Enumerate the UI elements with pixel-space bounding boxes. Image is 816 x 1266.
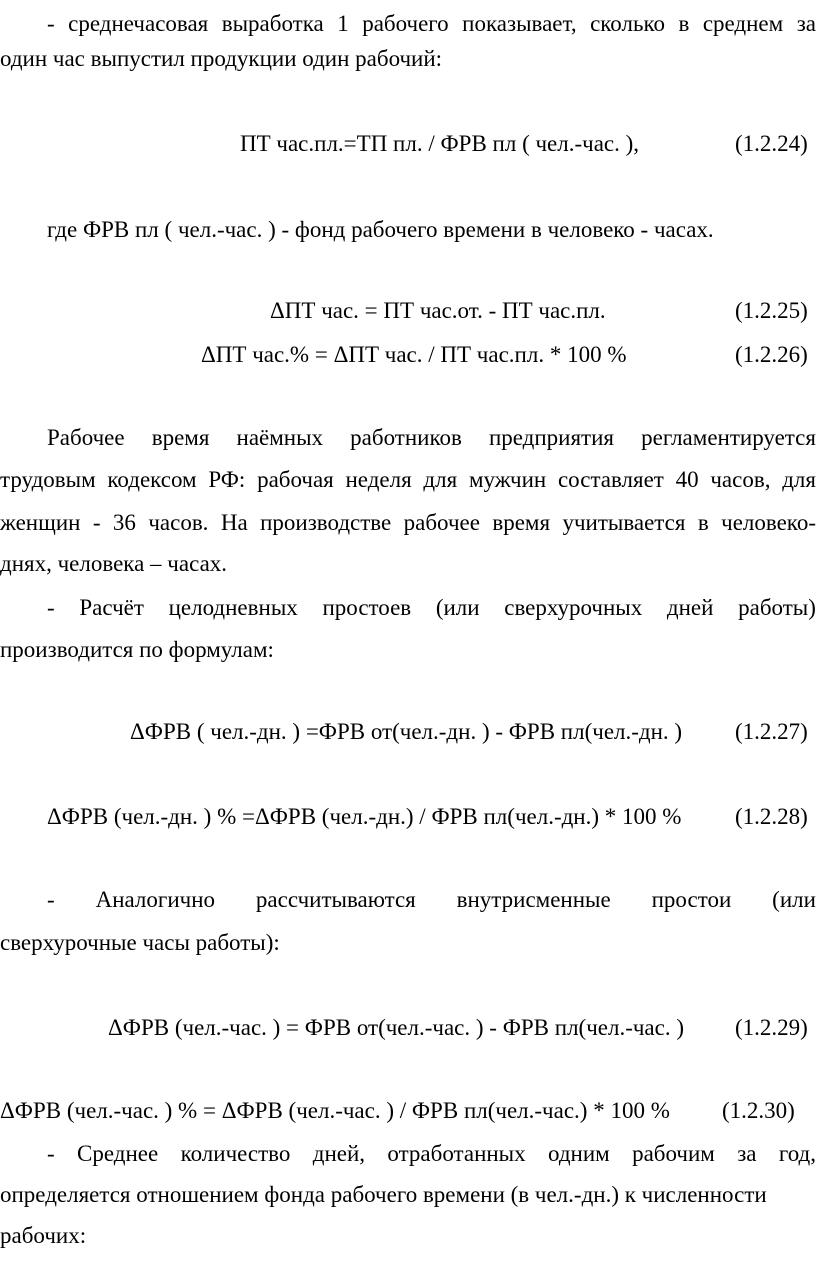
equation-number-1-2-27: (1.2.27) — [735, 719, 808, 744]
equation-number-1-2-26: (1.2.26) — [735, 342, 808, 367]
paragraph-worktime-line-2 — [0, 466, 816, 494]
word: неделя — [345, 467, 412, 492]
word: - — [92, 510, 101, 535]
paragraph-fullday-line-2: производится по формулам: — [0, 637, 274, 662]
word: трудовым — [0, 467, 96, 492]
word: рассчитываются — [255, 887, 416, 912]
paragraph-worktime-line-3 — [0, 509, 816, 537]
formula-1-2-25: ΔПТ час. = ПТ час.от. - ПТ час.пл. — [270, 298, 606, 323]
word: количество — [180, 1141, 291, 1166]
word: часов, — [710, 467, 771, 492]
word: одним — [548, 1141, 610, 1166]
word: целодневных — [168, 595, 298, 620]
word: год, — [778, 1141, 816, 1166]
paragraph-intrashift-line-2: сверхурочные часы работы): — [0, 930, 280, 955]
word: - — [47, 1141, 55, 1166]
paragraph-worktime-line-1 — [47, 424, 816, 452]
formula-1-2-30: ΔФРВ (чел.-час. ) % = ΔФРВ (чел.-час. ) / ФРВ пл(чел.-час.) * 100 % — [0, 1098, 670, 1123]
word: внутрисменные — [456, 887, 611, 912]
equation-number-1-2-28: (1.2.28) — [735, 804, 808, 829]
formula-1-2-27: ΔФРВ ( чел.-дн. ) =ФРВ от(чел.-дн. ) - ФРВ пл(чел.-дн. ) — [130, 719, 683, 744]
formula-1-2-26: ΔПТ час.% = ΔПТ час. / ПТ час.пл. * 100 % — [201, 342, 627, 367]
paragraph-avgdays-line-3: рабочих: — [0, 1223, 87, 1248]
word: для — [423, 467, 458, 492]
word: время — [151, 425, 210, 450]
word: мужчин — [468, 467, 547, 492]
word: среднечасовая — [68, 11, 209, 36]
formula-1-2-29: ΔФРВ (чел.-час. ) = ФРВ от(чел.-час. ) - ФРВ пл(чел.-час. ) — [108, 1015, 685, 1040]
word: человеко- — [721, 510, 816, 535]
word: учитывается — [562, 510, 686, 535]
paragraph-fullday-line-1 — [47, 594, 816, 622]
equation-number-1-2-24: (1.2.24) — [735, 131, 808, 156]
paragraph-intrashift-line-1 — [47, 886, 816, 914]
word: рабочего — [362, 11, 449, 36]
word: дней, — [312, 1141, 366, 1166]
word: производстве — [260, 510, 392, 535]
paragraph-avgdays-line-2: определяется отношением фонда рабочего времени (в чел.-дн.) к численности — [0, 1182, 767, 1207]
word: наёмных — [236, 425, 324, 450]
word: предприятия — [488, 425, 614, 450]
word: часов. — [148, 510, 209, 535]
word: рабочим — [632, 1141, 715, 1166]
word: дней — [666, 595, 714, 620]
word: - — [47, 887, 55, 912]
word: работников — [350, 425, 462, 450]
paragraph-hourly-line-2: один час выпустил продукции один рабочий: — [0, 46, 443, 71]
word: сверхурочных — [504, 595, 643, 620]
formula-1-2-28: ΔФРВ (чел.-дн. ) % =ΔФРВ (чел.-дн.) / ФРВ пл(чел.-дн.) * 100 % — [47, 804, 682, 829]
word: рабочая — [257, 467, 334, 492]
word: время — [492, 510, 551, 535]
word: для — [782, 467, 816, 492]
word: Аналогично — [95, 887, 216, 912]
word: в — [697, 510, 709, 535]
word: 36 — [112, 510, 136, 535]
word: отработанных — [387, 1141, 526, 1166]
equation-number-1-2-30: (1.2.30) — [722, 1098, 795, 1123]
word: Среднее — [77, 1141, 159, 1166]
word: за — [737, 1141, 757, 1166]
paragraph-avgdays-line-1 — [47, 1140, 816, 1168]
word: Рабочее — [47, 425, 125, 450]
word: выработка — [221, 11, 324, 36]
word: (или — [772, 887, 816, 912]
word: в — [678, 11, 690, 36]
word: составляет — [557, 467, 664, 492]
word: женщин — [0, 510, 81, 535]
word: 1 — [337, 11, 349, 36]
word: кодексом — [107, 467, 197, 492]
word: за — [796, 11, 816, 36]
word: Расчёт — [79, 595, 144, 620]
word: среднем — [702, 11, 784, 36]
word: простои — [651, 887, 732, 912]
word: РФ: — [208, 467, 246, 492]
word: - — [47, 11, 55, 36]
word: (или — [435, 595, 480, 620]
where-explanation: где ФРВ пл ( чел.-час. ) - фонд рабочего времени в человеко - часах. — [47, 217, 714, 242]
formula-1-2-24: ПТ час.пл.=ТП пл. / ФРВ пл ( чел.-час. ), — [240, 131, 640, 156]
word: регламентируется — [641, 425, 816, 450]
word: простоев — [322, 595, 412, 620]
word: сколько — [590, 11, 665, 36]
word: рабочее — [403, 510, 480, 535]
paragraph-hourly-line-1 — [47, 10, 816, 38]
equation-number-1-2-29: (1.2.29) — [735, 1015, 808, 1040]
word: работы) — [738, 595, 816, 620]
equation-number-1-2-25: (1.2.25) — [735, 298, 808, 323]
word: - — [47, 595, 55, 620]
word: На — [220, 510, 248, 535]
word: 40 — [675, 467, 699, 492]
word: показывает, — [462, 11, 577, 36]
paragraph-worktime-line-4: днях, человека – часах. — [0, 551, 228, 576]
